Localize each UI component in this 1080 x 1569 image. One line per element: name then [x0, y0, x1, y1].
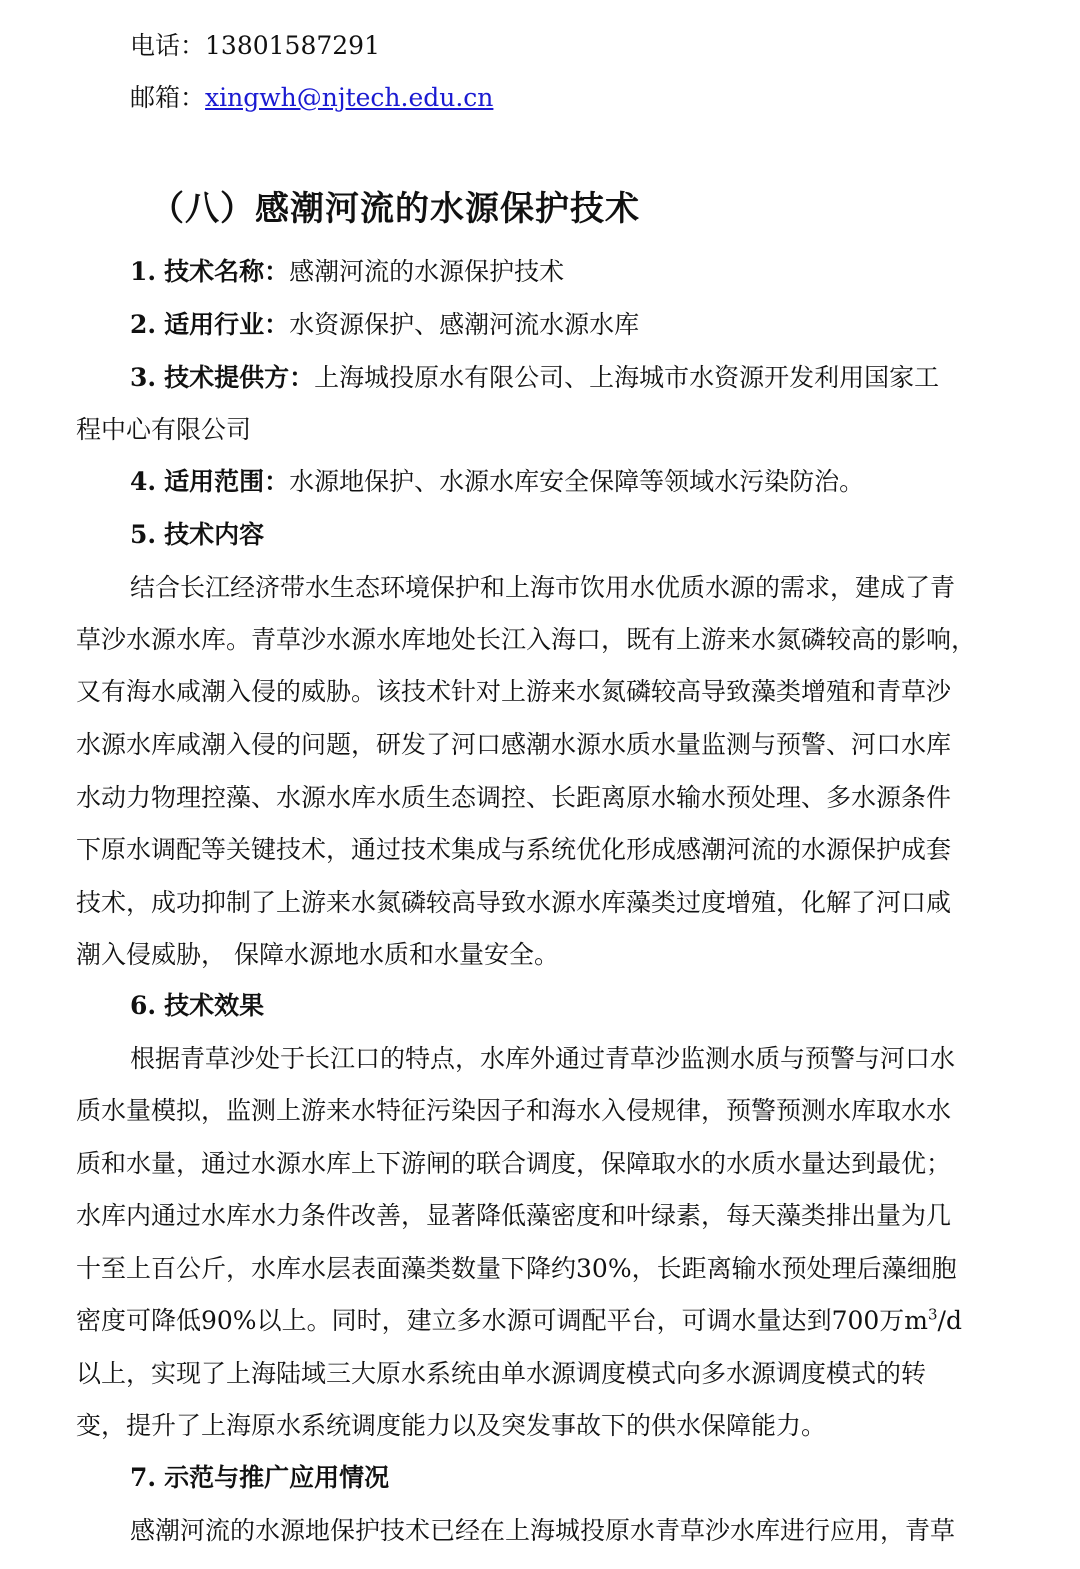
- content-paragraph-line: 水动力物理控藻、水源水库水质生态调控、长距离原水输水预处理、多水源条件: [76, 783, 952, 812]
- item-label: 适用范围：: [164, 467, 290, 496]
- email-link[interactable]: xingwh@njtech.edu.cn: [205, 83, 494, 112]
- item-number: 3.: [130, 363, 157, 392]
- item-text: 感潮河流的水源保护技术: [289, 257, 565, 286]
- item-technology-name: [130, 255, 1006, 289]
- effect-text: 密度可降低90%以上。同时，建立多水源可调配平台，可调水量达到700万m: [76, 1306, 928, 1335]
- item-demo-heading: [130, 1461, 1006, 1495]
- effect-paragraph-line: 质和水量，通过水源水库上下游闸的联合调度，保障取水的水质水量达到最优；: [76, 1149, 952, 1178]
- content-paragraph-line: 水源水库咸潮入侵的问题，研发了河口感潮水源水质水量监测与预警、河口水库: [76, 730, 952, 759]
- item-text: 水资源保护、感潮河流水源水库: [289, 310, 640, 339]
- item-label: 技术名称：: [164, 257, 290, 286]
- item-provider-continued: 程中心有限公司: [76, 415, 252, 444]
- section-title: （八）感潮河流的水源保护技术: [150, 189, 640, 229]
- item-number: 4.: [130, 467, 157, 496]
- item-scope: [130, 465, 1006, 499]
- item-number: 7.: [130, 1463, 157, 1492]
- phone-value: 13801587291: [205, 31, 380, 60]
- phone-line: [130, 29, 1006, 63]
- item-label: 技术提供方：: [164, 363, 315, 392]
- item-label: 示范与推广应用情况: [164, 1463, 390, 1492]
- item-number: 5.: [130, 520, 157, 549]
- content-paragraph-line: 下原水调配等关键技术，通过技术集成与系统优化形成感潮河流的水源保护成套: [76, 835, 952, 864]
- effect-paragraph-line: 根据青草沙处于长江口的特点，水库外通过青草沙监测水质与预警与河口水: [130, 1044, 956, 1073]
- content-paragraph-line: 草沙水源水库。青草沙水源水库地处长江入海口，既有上游来水氮磷较高的影响，: [76, 625, 977, 654]
- item-provider: [130, 361, 1006, 395]
- content-paragraph-line: 潮入侵威胁， 保障水源地水质和水量安全。: [76, 940, 559, 969]
- item-text: 水源地保护、水源水库安全保障等领域水污染防治。: [289, 467, 865, 496]
- effect-paragraph-line: 以上，实现了上海陆域三大原水系统由单水源调度模式向多水源调度模式的转: [76, 1359, 927, 1388]
- content-paragraph-line: 结合长江经济带水生态环境保护和上海市饮用水优质水源的需求，建成了青: [130, 573, 956, 602]
- item-content-heading: [130, 518, 1006, 552]
- demo-paragraph-line: 感潮河流的水源地保护技术已经在上海城投原水青草沙水库进行应用，青草: [130, 1516, 956, 1545]
- effect-paragraph-line: 变，提升了上海原水系统调度能力以及突发事故下的供水保障能力。: [76, 1411, 827, 1440]
- email-line: [130, 81, 1006, 115]
- content-paragraph-line: 又有海水咸潮入侵的威胁。该技术针对上游来水氮磷较高导致藻类增殖和青草沙: [76, 677, 952, 706]
- item-industry: [130, 308, 1006, 342]
- item-number: 6.: [130, 991, 157, 1020]
- phone-label: 电话：: [130, 31, 206, 60]
- email-label: 邮箱：: [130, 83, 206, 112]
- unit-superscript: 3: [928, 1305, 938, 1324]
- item-number: 1.: [130, 257, 157, 286]
- effect-paragraph-line: 水库内通过水库水力条件改善，显著降低藻密度和叶绿素，每天藻类排出量为几: [76, 1201, 952, 1230]
- item-label: 适用行业：: [164, 310, 290, 339]
- unit-tail: /d: [937, 1306, 962, 1335]
- effect-paragraph-line: 质水量模拟，监测上游来水特征污染因子和海水入侵规律，预警预测水库取水水: [76, 1096, 952, 1125]
- effect-paragraph-line: 十至上百公斤，水库水层表面藻类数量下降约30%，长距离输水预处理后藻细胞: [76, 1254, 957, 1283]
- item-number: 2.: [130, 310, 157, 339]
- item-text: 上海城投原水有限公司、上海城市水资源开发利用国家工: [314, 363, 940, 392]
- item-effect-heading: [130, 989, 1006, 1023]
- item-label: 技术内容: [164, 520, 265, 549]
- effect-paragraph-line-with-unit: [76, 1304, 1006, 1338]
- item-label: 技术效果: [164, 991, 265, 1020]
- content-paragraph-line: 技术，成功抑制了上游来水氮磷较高导致水源水库藻类过度增殖，化解了河口咸: [76, 888, 952, 917]
